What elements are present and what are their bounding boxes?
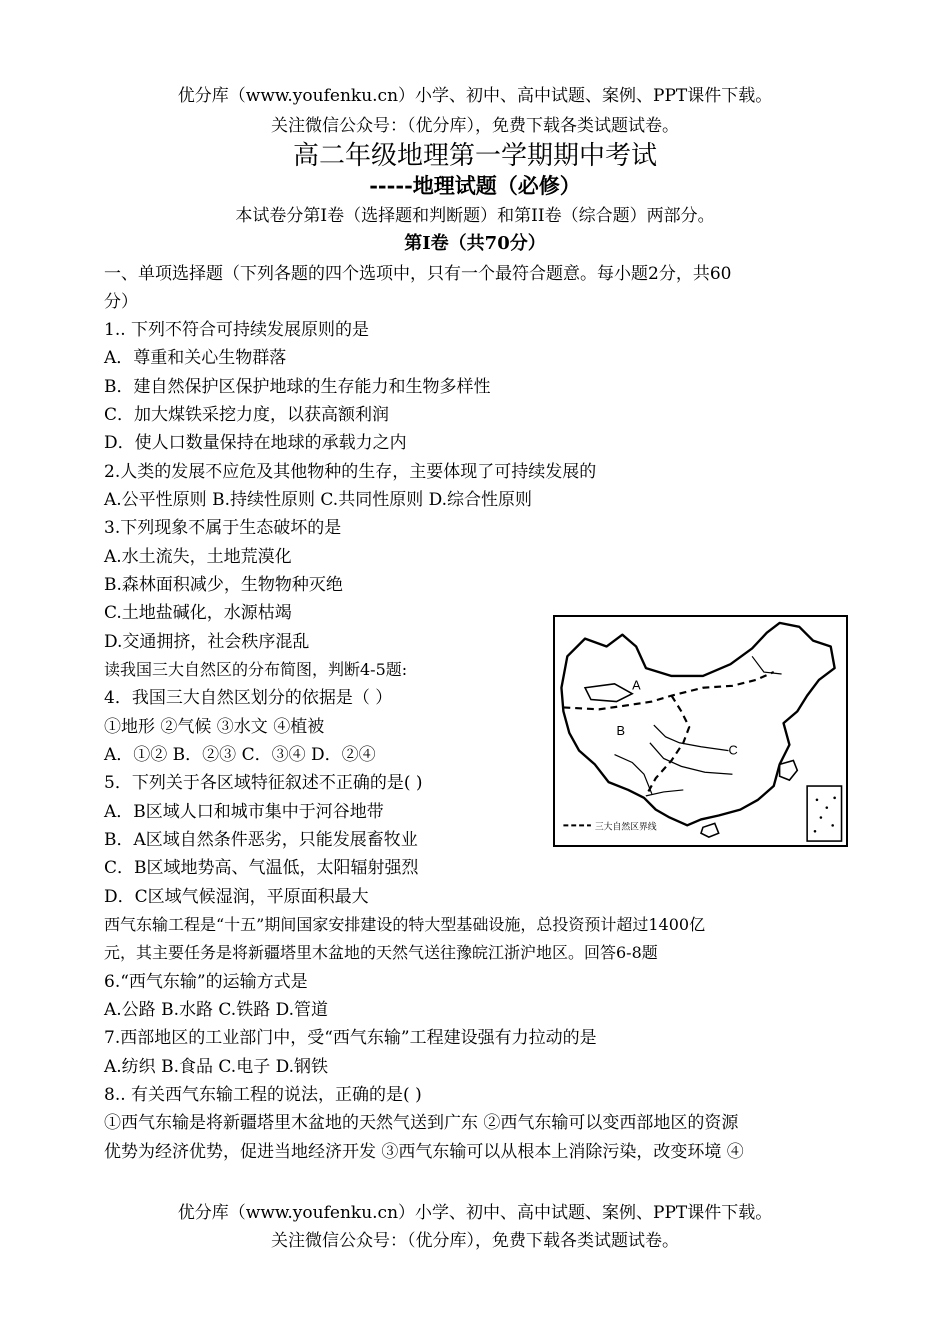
question-line: ①地形 ②气候 ③水文 ④植被 — [104, 717, 325, 737]
question-line: 西气东输工程是“十五”期间国家安排建设的特大型基础设施，总投资预计超过1400亿 — [104, 915, 706, 934]
page-title: 高二年级地理第一学期期中考试 — [292, 141, 657, 171]
footer-line-1: 优分库（www.youfenku.cn）小学、初中、高中试题、案例、PPT课件下载。 — [177, 1203, 773, 1223]
region-label-b: B — [616, 722, 625, 738]
region-label-a: A — [632, 677, 641, 693]
page-subtitle: -----地理试题（必修） — [369, 173, 581, 198]
header-line-1: 优分库（www.youfenku.cn）小学、初中、高中试题、案例、PPT课件下载。 — [177, 86, 773, 106]
question-line: D．使人口数量保持在地球的承载力之内 — [104, 433, 407, 453]
question-line: A.公路 B.水路 C.铁路 D.管道 — [104, 1000, 329, 1020]
question-line: 7.西部地区的工业部门中，受“西气东输”工程建设强有力拉动的是 — [104, 1028, 597, 1048]
question-line: A．尊重和关心生物群落 — [104, 348, 287, 368]
question-line: 8.. 有关西气东输工程的说法，正确的是( ) — [104, 1085, 422, 1105]
question-line: A.水土流失，土地荒漠化 — [104, 547, 292, 567]
question-line: A．B区域人口和城市集中于河谷地带 — [104, 802, 384, 822]
question-line: A.公平性原则 B.持续性原则 C.共同性原则 D.综合性原则 — [104, 490, 533, 510]
header-line-2: 关注微信公众号：（优分库），免费下载各类试题试卷。 — [271, 116, 679, 136]
map-legend: 三大自然区界线 — [594, 822, 657, 833]
question-line: 3.下列现象不属于生态破坏的是 — [104, 518, 342, 538]
question-line: D.交通拥挤，社会秩序混乱 — [104, 632, 310, 652]
question-line: 读我国三大自然区的分布简图，判断4-5题: — [104, 660, 408, 679]
question-line: 1.. 下列不符合可持续发展原则的是 — [104, 320, 370, 340]
instruction-line: 一、单项选择题（下列各题的四个选项中，只有一个最符合题意。每小题2分，共60 — [104, 264, 732, 284]
footer-line-2: 关注微信公众号：（优分库），免费下载各类试题试卷。 — [271, 1231, 679, 1251]
question-line: 5．下列关于各区域特征叙述不正确的是( ) — [104, 773, 423, 793]
question-line: B．建自然保护区保护地球的生存能力和生物多样性 — [104, 377, 491, 397]
map-drawing — [555, 617, 846, 845]
question-line: C．加大煤铁采挖力度，以获高额利润 — [104, 405, 390, 425]
question-line: C．B区域地势高、气温低，太阳辐射强烈 — [104, 858, 419, 878]
question-line: A.纺织 B.食品 C.电子 D.钢铁 — [104, 1057, 329, 1077]
section-title: 第I卷（共70分） — [404, 233, 546, 254]
question-line: 4．我国三大自然区划分的依据是（ ） — [104, 688, 393, 708]
region-label-c: C — [728, 742, 738, 758]
question-line: 2.人类的发展不应危及其他物种的生存，主要体现了可持续发展的 — [104, 462, 597, 482]
question-line: 6.“西气东输”的运输方式是 — [104, 972, 308, 992]
question-line: A．①② B．②③ C．③④ D．②④ — [104, 745, 376, 765]
question-line: 优势为经济优势，促进当地经济开发 ③西气东输可以从根本上消除污染，改变环境 ④ — [104, 1142, 744, 1162]
question-line: 元，其主要任务是将新疆塔里木盆地的天然气送往豫皖江浙沪地区。回答6-8题 — [104, 943, 658, 962]
instruction-line: 分） — [104, 292, 138, 312]
question-line: C.土地盐碱化，水源枯竭 — [104, 603, 292, 623]
exam-intro: 本试卷分第I卷（选择题和判断题）和第II卷（综合题）两部分。 — [235, 206, 715, 226]
china-natural-regions-map — [553, 615, 848, 847]
question-line: B．A区域自然条件恶劣，只能发展畜牧业 — [104, 830, 418, 850]
question-line: B.森林面积减少，生物物种灭绝 — [104, 575, 343, 595]
question-line: D．C区域气候湿润，平原面积最大 — [104, 887, 369, 907]
question-line: ①西气东输是将新疆塔里木盆地的天然气送到广东 ②西气东输可以变西部地区的资源 — [104, 1113, 739, 1133]
